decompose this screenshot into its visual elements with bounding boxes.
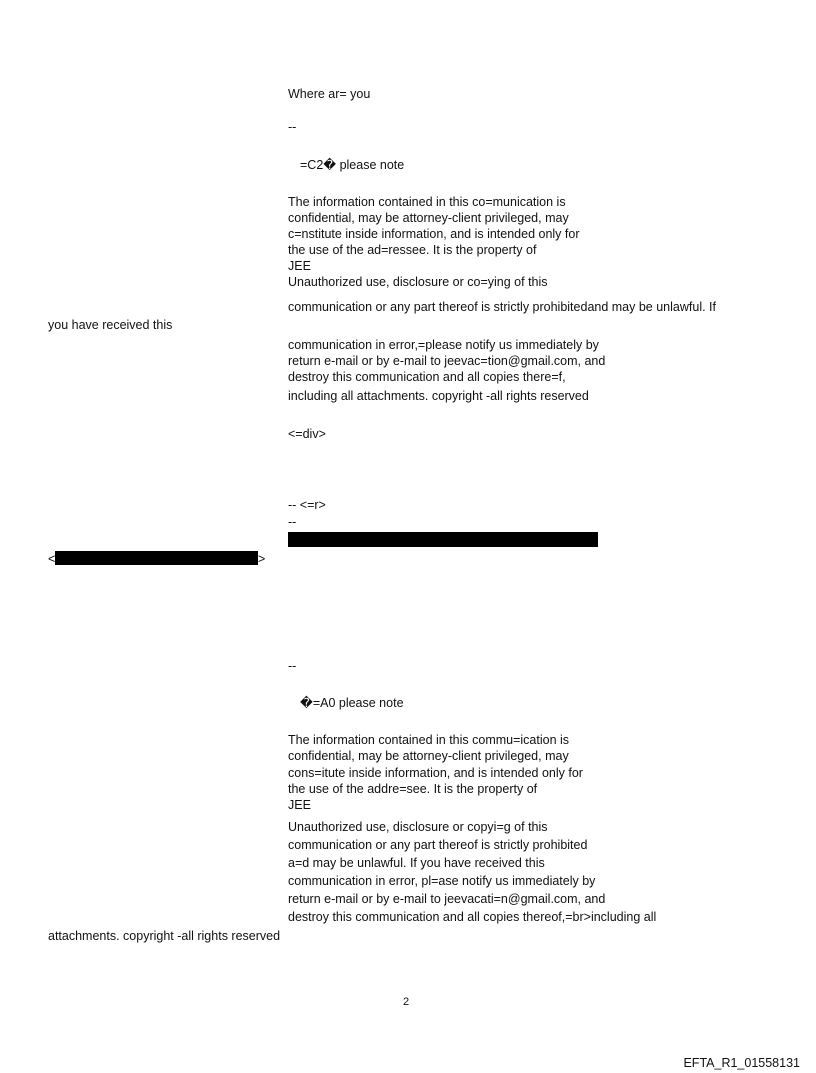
redacted-link-open: < (48, 552, 56, 566)
disclaimer-line: destroy this communication and all copies thereof,=br>including all (288, 910, 657, 924)
disclaimer-line: Unauthorized use, disclosure or copyi=g of this (288, 820, 548, 834)
disclaimer-line: The information contained in this commu=ication is (288, 733, 570, 747)
disclaimer-line: including all attachments. copyright -all rights reserved (288, 389, 589, 403)
disclaimer-line: confidential, may be attorney-client privileged, may (288, 211, 569, 225)
disclaimer-line: the use of the addre=see. It is the property of (288, 782, 538, 796)
separator: -- (288, 120, 297, 134)
disclaimer-line: communication or any part thereof is strictly prohibited (288, 838, 588, 852)
redacted-link-close: > (258, 552, 266, 566)
signature-separator: -- <=r> (288, 498, 326, 512)
please-note-line: =C2� please note (300, 158, 405, 172)
signature-separator: -- (288, 515, 297, 529)
disclaimer-line: JEE (288, 798, 311, 812)
disclaimer-wrap-line: attachments. copyright -all rights reserved (48, 929, 281, 943)
page-number: 2 (403, 996, 410, 1008)
disclaimer-line: destroy this communication and all copies there=f, (288, 370, 566, 384)
disclaimer-line: return e-mail or by e-mail to jeevac=tion@gmail.com, and (288, 354, 606, 368)
separator: -- (288, 659, 297, 673)
document-id: EFTA_R1_01558131 (683, 1056, 800, 1070)
greeting-line: Where ar= you (288, 87, 371, 101)
disclaimer-line: communication in error, pl=ase notify us immediately by (288, 874, 596, 888)
disclaimer-line: return e-mail or by e-mail to jeevacati=n@gmail.com, and (288, 892, 606, 906)
disclaimer-line: the use of the ad=ressee. It is the property of (288, 243, 537, 257)
disclaimer-line: a=d may be unlawful. If you have received this (288, 856, 545, 870)
disclaimer-line: c=nstitute inside information, and is intended only for (288, 227, 580, 241)
div-tag-line: <=div> (288, 427, 326, 441)
disclaimer-line: JEE (288, 259, 311, 273)
disclaimer-line: communication or any part thereof is strictly prohibitedand may be unlawful. If (288, 300, 716, 314)
disclaimer-wrap-line: you have received this (48, 318, 173, 332)
disclaimer-line: communication in error,=please notify us immediately by (288, 338, 599, 352)
redaction-bar (288, 532, 598, 547)
disclaimer-line: cons=itute inside information, and is intended only for (288, 766, 583, 780)
disclaimer-line: confidential, may be attorney-client privileged, may (288, 749, 569, 763)
disclaimer-line: Unauthorized use, disclosure or co=ying of this (288, 275, 548, 289)
redaction-bar (55, 551, 258, 565)
please-note-line: �=A0 please note (300, 696, 404, 710)
disclaimer-line: The information contained in this co=munication is (288, 195, 566, 209)
